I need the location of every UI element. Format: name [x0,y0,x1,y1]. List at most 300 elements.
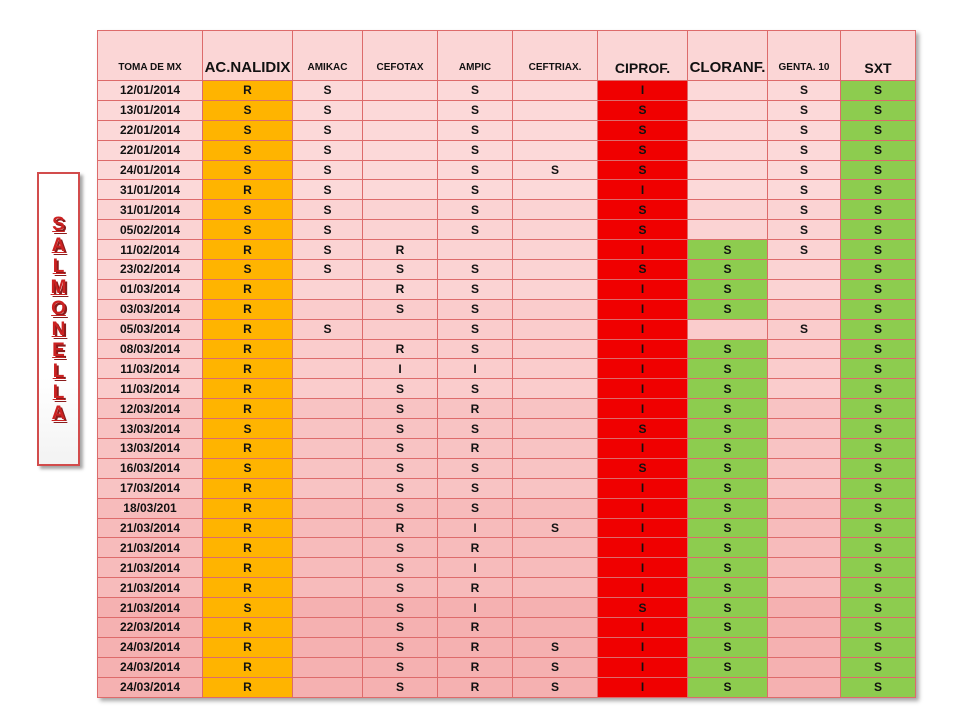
table-row [98,419,916,439]
table-row [98,220,916,240]
cell-cefotax: R [363,279,438,299]
table-row [98,478,916,498]
cell-ampic: S [438,160,513,180]
cell-cloranf: S [688,518,768,538]
cell-ciprof: I [598,180,688,200]
cell-ceftriax: S [513,677,598,697]
header-ampic: AMPIC [438,31,513,81]
cell-date: 03/03/2014 [98,299,203,319]
cell-sxt: S [841,618,916,638]
cell-ac-nalidix: R [203,498,293,518]
cell-ceftriax [513,498,598,518]
table-row [98,319,916,339]
table-row [98,200,916,220]
cell-sxt: S [841,359,916,379]
cell-ciprof: I [598,518,688,538]
table-row [98,439,916,459]
cell-ceftriax [513,100,598,120]
cell-ampic: R [438,677,513,697]
cell-sxt: S [841,180,916,200]
cell-genta-10 [768,478,841,498]
cell-ampic: S [438,180,513,200]
table-row [98,637,916,657]
cell-genta-10 [768,260,841,280]
cell-sxt: S [841,279,916,299]
cell-ac-nalidix: S [203,200,293,220]
cell-amikac [293,439,363,459]
cell-ac-nalidix: S [203,220,293,240]
cell-cefotax: S [363,458,438,478]
table-row [98,240,916,260]
cell-ceftriax: S [513,657,598,677]
cell-genta-10 [768,339,841,359]
cell-genta-10 [768,379,841,399]
cell-ac-nalidix: S [203,120,293,140]
cell-ceftriax [513,558,598,578]
cell-cloranf: S [688,439,768,459]
cell-cloranf: S [688,379,768,399]
cell-ciprof: S [598,260,688,280]
cell-amikac: S [293,120,363,140]
cell-cloranf: S [688,419,768,439]
cell-ceftriax: S [513,637,598,657]
cell-cefotax [363,81,438,101]
cell-cloranf [688,220,768,240]
cell-ceftriax [513,618,598,638]
cell-ac-nalidix: S [203,140,293,160]
susceptibility-table [97,30,916,698]
table-header-row [98,31,916,81]
cell-ceftriax [513,598,598,618]
cell-ceftriax [513,439,598,459]
cell-sxt: S [841,81,916,101]
cell-cloranf [688,160,768,180]
salmonella-letter: A [51,403,66,424]
cell-cloranf: S [688,538,768,558]
cell-cefotax [363,180,438,200]
cell-ciprof: S [598,419,688,439]
header-sxt: SXT [841,31,916,81]
cell-cefotax [363,200,438,220]
cell-cefotax [363,220,438,240]
cell-amikac [293,578,363,598]
cell-ac-nalidix: R [203,339,293,359]
table-row [98,81,916,101]
cell-cefotax: R [363,240,438,260]
table-row [98,538,916,558]
cell-date: 22/03/2014 [98,618,203,638]
cell-amikac [293,518,363,538]
cell-cefotax: S [363,299,438,319]
table-row [98,100,916,120]
cell-ceftriax: S [513,518,598,538]
salmonella-letter: M [50,277,67,298]
header-toma-de-mx: TOMA DE MX [98,31,203,81]
cell-amikac [293,379,363,399]
cell-ampic: R [438,439,513,459]
cell-cefotax [363,120,438,140]
cell-cefotax: S [363,538,438,558]
cell-ac-nalidix: R [203,478,293,498]
cell-cefotax: S [363,677,438,697]
cell-cloranf: S [688,637,768,657]
salmonella-letter: A [51,235,66,256]
cell-amikac: S [293,319,363,339]
cell-ampic: S [438,200,513,220]
cell-amikac [293,279,363,299]
cell-ceftriax [513,180,598,200]
cell-sxt: S [841,379,916,399]
cell-amikac [293,419,363,439]
cell-sxt: S [841,498,916,518]
cell-genta-10 [768,279,841,299]
cell-sxt: S [841,299,916,319]
cell-amikac [293,339,363,359]
cell-sxt: S [841,160,916,180]
cell-ac-nalidix: R [203,677,293,697]
cell-genta-10 [768,498,841,518]
cell-genta-10 [768,598,841,618]
cell-ceftriax [513,220,598,240]
cell-date: 21/03/2014 [98,518,203,538]
cell-ac-nalidix: R [203,538,293,558]
cell-ciprof: I [598,618,688,638]
cell-sxt: S [841,140,916,160]
cell-genta-10 [768,359,841,379]
table-row [98,379,916,399]
cell-sxt: S [841,240,916,260]
cell-amikac: S [293,81,363,101]
cell-ciprof: I [598,538,688,558]
cell-ampic: S [438,339,513,359]
cell-amikac [293,359,363,379]
cell-cloranf [688,120,768,140]
cell-genta-10: S [768,240,841,260]
cell-sxt: S [841,439,916,459]
cell-ceftriax [513,419,598,439]
cell-ac-nalidix: R [203,359,293,379]
cell-ac-nalidix: R [203,439,293,459]
cell-ciprof: I [598,498,688,518]
cell-cloranf [688,81,768,101]
cell-ac-nalidix: R [203,399,293,419]
cell-cefotax: R [363,518,438,538]
cell-date: 01/03/2014 [98,279,203,299]
cell-date: 17/03/2014 [98,478,203,498]
table-row [98,180,916,200]
cell-genta-10 [768,637,841,657]
cell-ciprof: S [598,598,688,618]
cell-genta-10: S [768,160,841,180]
cell-cloranf: S [688,618,768,638]
cell-cefotax [363,140,438,160]
cell-ampic: I [438,558,513,578]
cell-cefotax: S [363,637,438,657]
cell-sxt: S [841,558,916,578]
cell-genta-10 [768,518,841,538]
cell-ac-nalidix: S [203,458,293,478]
cell-ampic: I [438,598,513,618]
cell-date: 24/01/2014 [98,160,203,180]
cell-amikac [293,538,363,558]
cell-sxt: S [841,100,916,120]
cell-date: 11/03/2014 [98,359,203,379]
cell-ac-nalidix: R [203,81,293,101]
cell-genta-10 [768,439,841,459]
cell-cloranf: S [688,657,768,677]
cell-sxt: S [841,458,916,478]
cell-cloranf: S [688,598,768,618]
cell-ciprof: I [598,81,688,101]
cell-ac-nalidix: S [203,598,293,618]
cell-amikac [293,299,363,319]
salmonella-letter: L [52,361,65,382]
cell-sxt: S [841,339,916,359]
cell-ceftriax [513,140,598,160]
cell-sxt: S [841,220,916,240]
cell-ciprof: I [598,637,688,657]
cell-amikac: S [293,180,363,200]
cell-date: 21/03/2014 [98,578,203,598]
cell-genta-10: S [768,319,841,339]
cell-ceftriax [513,478,598,498]
cell-cloranf [688,180,768,200]
cell-cloranf: S [688,677,768,697]
table-row [98,260,916,280]
salmonella-letter: S [52,214,65,235]
cell-ceftriax [513,299,598,319]
cell-date: 21/03/2014 [98,538,203,558]
cell-ac-nalidix: R [203,518,293,538]
cell-genta-10: S [768,120,841,140]
salmonella-letter: L [52,256,65,277]
cell-amikac [293,399,363,419]
cell-amikac: S [293,100,363,120]
salmonella-vertical-label [37,172,80,466]
cell-date: 31/01/2014 [98,200,203,220]
cell-cloranf: S [688,240,768,260]
cell-amikac [293,637,363,657]
cell-ampic: S [438,498,513,518]
cell-cefotax: S [363,419,438,439]
cell-ac-nalidix: S [203,160,293,180]
table-row [98,339,916,359]
cell-cefotax: S [363,439,438,459]
cell-ceftriax [513,279,598,299]
cell-cefotax: S [363,598,438,618]
cell-cefotax: S [363,260,438,280]
cell-ceftriax [513,359,598,379]
cell-date: 18/03/201 [98,498,203,518]
cell-ciprof: S [598,100,688,120]
cell-genta-10 [768,299,841,319]
cell-ciprof: I [598,478,688,498]
cell-cloranf: S [688,498,768,518]
cell-date: 24/03/2014 [98,677,203,697]
cell-ciprof: S [598,220,688,240]
salmonella-letter: E [52,340,65,361]
cell-cefotax [363,160,438,180]
cell-sxt: S [841,419,916,439]
cell-ciprof: I [598,399,688,419]
cell-sxt: S [841,399,916,419]
cell-ac-nalidix: R [203,240,293,260]
cell-ampic: R [438,657,513,677]
cell-cefotax [363,100,438,120]
cell-sxt: S [841,319,916,339]
cell-ac-nalidix: S [203,100,293,120]
cell-cefotax: S [363,558,438,578]
cell-ac-nalidix: R [203,379,293,399]
cell-ac-nalidix: R [203,618,293,638]
table-row [98,399,916,419]
cell-ampic: I [438,359,513,379]
cell-ampic: S [438,319,513,339]
cell-ampic: S [438,220,513,240]
table-row [98,657,916,677]
cell-ac-nalidix: R [203,657,293,677]
cell-ciprof: I [598,319,688,339]
header-genta-10: GENTA. 10 [768,31,841,81]
cell-cefotax: S [363,578,438,598]
cell-ciprof: I [598,279,688,299]
cell-ciprof: S [598,120,688,140]
table-row [98,458,916,478]
cell-cloranf [688,200,768,220]
cell-genta-10 [768,558,841,578]
table-row [98,558,916,578]
cell-amikac [293,677,363,697]
cell-cefotax [363,319,438,339]
salmonella-letter: L [52,382,65,403]
cell-amikac: S [293,220,363,240]
cell-ciprof: I [598,339,688,359]
cell-sxt: S [841,120,916,140]
cell-ampic: S [438,260,513,280]
cell-cefotax: S [363,399,438,419]
cell-ciprof: I [598,439,688,459]
cell-sxt: S [841,538,916,558]
cell-ac-nalidix: R [203,299,293,319]
cell-ampic: I [438,518,513,538]
cell-cefotax: S [363,657,438,677]
cell-ceftriax [513,200,598,220]
cell-ampic: S [438,120,513,140]
cell-ampic: S [438,478,513,498]
cell-sxt: S [841,657,916,677]
cell-ciprof: S [598,458,688,478]
table-row [98,498,916,518]
cell-ampic: S [438,100,513,120]
header-amikac: AMIKAC [293,31,363,81]
cell-cloranf: S [688,578,768,598]
cell-cefotax: S [363,618,438,638]
cell-cloranf: S [688,279,768,299]
cell-genta-10: S [768,140,841,160]
cell-ciprof: I [598,299,688,319]
cell-date: 13/01/2014 [98,100,203,120]
cell-ceftriax [513,578,598,598]
cell-date: 05/02/2014 [98,220,203,240]
table-row [98,279,916,299]
cell-cefotax: S [363,478,438,498]
cell-date: 22/01/2014 [98,120,203,140]
cell-cefotax: I [363,359,438,379]
cell-cloranf: S [688,359,768,379]
table-row [98,518,916,538]
cell-date: 24/03/2014 [98,657,203,677]
cell-date: 11/02/2014 [98,240,203,260]
cell-ampic: S [438,299,513,319]
cell-ceftriax [513,240,598,260]
cell-date: 05/03/2014 [98,319,203,339]
cell-cloranf: S [688,458,768,478]
cell-date: 21/03/2014 [98,558,203,578]
cell-amikac [293,598,363,618]
cell-ciprof: I [598,379,688,399]
cell-cloranf [688,319,768,339]
header-cefotax: CEFOTAX [363,31,438,81]
cell-cloranf: S [688,478,768,498]
cell-genta-10: S [768,100,841,120]
cell-cloranf: S [688,260,768,280]
cell-sxt: S [841,578,916,598]
cell-cefotax: S [363,379,438,399]
table-row [98,618,916,638]
cell-ac-nalidix: R [203,319,293,339]
cell-date: 11/03/2014 [98,379,203,399]
cell-date: 12/01/2014 [98,81,203,101]
table-row [98,140,916,160]
cell-ampic [438,240,513,260]
cell-amikac [293,657,363,677]
cell-genta-10 [768,578,841,598]
cell-cefotax: R [363,339,438,359]
cell-ac-nalidix: R [203,578,293,598]
cell-ac-nalidix: S [203,419,293,439]
table-row [98,359,916,379]
cell-ceftriax [513,81,598,101]
cell-date: 21/03/2014 [98,598,203,618]
cell-genta-10 [768,419,841,439]
cell-date: 13/03/2014 [98,439,203,459]
cell-amikac: S [293,260,363,280]
cell-ciprof: I [598,677,688,697]
cell-ac-nalidix: R [203,558,293,578]
cell-amikac [293,618,363,638]
cell-ceftriax [513,260,598,280]
cell-genta-10 [768,657,841,677]
cell-genta-10: S [768,81,841,101]
cell-ampic: R [438,637,513,657]
cell-ampic: S [438,81,513,101]
table-row [98,120,916,140]
cell-date: 16/03/2014 [98,458,203,478]
header-ciprof: CIPROF. [598,31,688,81]
cell-ceftriax: S [513,160,598,180]
cell-cefotax: S [363,498,438,518]
table-row [98,299,916,319]
cell-date: 31/01/2014 [98,180,203,200]
cell-ampic: S [438,458,513,478]
cell-ac-nalidix: R [203,180,293,200]
cell-ampic: S [438,279,513,299]
cell-sxt: S [841,478,916,498]
cell-amikac [293,478,363,498]
cell-amikac: S [293,200,363,220]
cell-genta-10: S [768,180,841,200]
cell-ciprof: I [598,578,688,598]
